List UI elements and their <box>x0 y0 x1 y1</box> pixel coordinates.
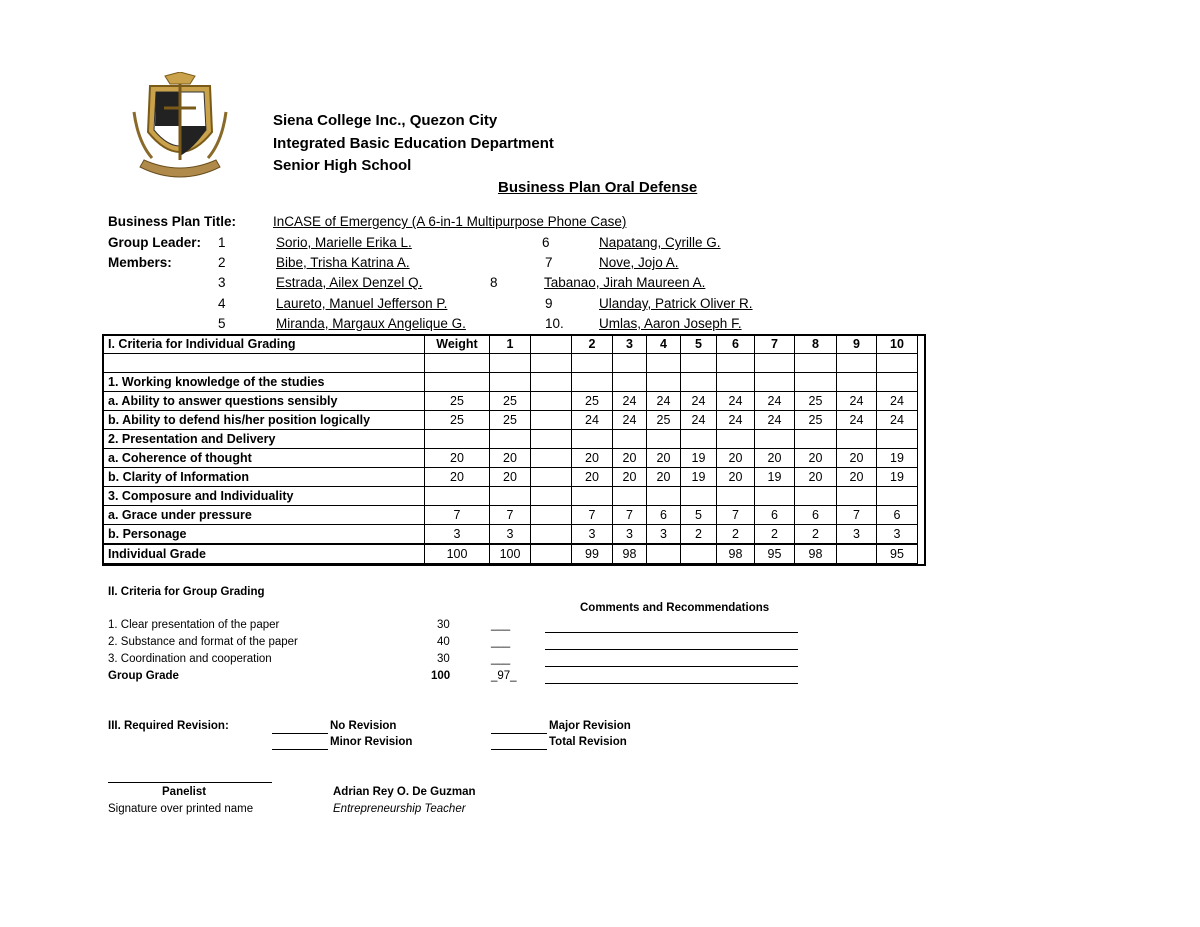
score-cell <box>795 487 837 506</box>
score-cell: 24 <box>837 392 877 411</box>
score-cell <box>877 354 918 373</box>
score-cell <box>755 354 795 373</box>
group-criterion-weight: 40 <box>437 636 450 648</box>
score-cell: 25 <box>647 411 681 430</box>
table-row <box>104 373 918 392</box>
score-cell <box>425 430 490 449</box>
major-revision-label: Major Revision <box>549 720 631 732</box>
member-name: Nove, Jojo A. <box>599 255 679 270</box>
member-number: 1 <box>218 235 226 250</box>
score-cell: 20 <box>795 449 837 468</box>
score-cell <box>531 411 572 430</box>
member-number: 10. <box>545 316 564 331</box>
score-cell: 6 <box>877 506 918 525</box>
score-cell: 19 <box>681 449 717 468</box>
member-name: Laureto, Manuel Jefferson P. <box>276 296 448 311</box>
criterion-cell: b. Personage <box>104 525 425 545</box>
score-cell <box>837 430 877 449</box>
score-cell <box>490 430 531 449</box>
score-cell <box>531 544 572 564</box>
score-cell <box>531 354 572 373</box>
score-cell: 98 <box>717 544 755 564</box>
score-cell: 25 <box>490 411 531 430</box>
member-name: Bibe, Trisha Katrina A. <box>276 255 410 270</box>
comment-line[interactable] <box>545 649 798 650</box>
group-criterion-weight: 30 <box>437 619 450 631</box>
group-criterion-score: ___ <box>491 653 511 665</box>
individual-grading-table <box>103 334 918 564</box>
department-name: Integrated Basic Education Department <box>273 135 554 152</box>
score-cell: 3 <box>837 525 877 545</box>
score-cell: 25 <box>795 411 837 430</box>
score-cell: 2 <box>717 525 755 545</box>
score-cell: 20 <box>425 449 490 468</box>
score-cell: 20 <box>613 468 647 487</box>
score-cell <box>837 373 877 392</box>
member-number: 2 <box>218 255 226 270</box>
score-cell <box>572 487 613 506</box>
group-criterion-label: 1. Clear presentation of the paper <box>108 619 280 631</box>
score-cell: 25 <box>425 411 490 430</box>
criterion-cell: 3. Composure and Individuality <box>104 487 425 506</box>
score-cell <box>795 373 837 392</box>
criterion-cell: I. Criteria for Individual Grading <box>104 335 425 354</box>
score-cell <box>647 354 681 373</box>
score-cell: 4 <box>647 335 681 354</box>
comments-heading: Comments and Recommendations <box>580 602 770 614</box>
score-cell <box>531 525 572 545</box>
comment-line[interactable] <box>545 683 798 684</box>
panelist-signature-line[interactable] <box>108 782 272 783</box>
score-cell <box>613 354 647 373</box>
criterion-cell <box>104 354 425 373</box>
group-criterion-score: ___ <box>491 636 511 648</box>
score-cell <box>795 354 837 373</box>
score-cell: 6 <box>717 335 755 354</box>
criterion-cell: b. Clarity of Information <box>104 468 425 487</box>
score-cell <box>490 373 531 392</box>
score-cell: 24 <box>681 392 717 411</box>
score-cell: 24 <box>877 411 918 430</box>
score-cell: 98 <box>613 544 647 564</box>
score-cell: 3 <box>877 525 918 545</box>
score-cell: 3 <box>425 525 490 545</box>
score-cell: 20 <box>717 449 755 468</box>
criterion-cell: a. Coherence of thought <box>104 449 425 468</box>
group-criterion-label: 3. Coordination and cooperation <box>108 653 272 665</box>
score-cell: 24 <box>755 392 795 411</box>
score-cell: 7 <box>572 506 613 525</box>
score-cell: 20 <box>572 449 613 468</box>
score-cell: 3 <box>490 525 531 545</box>
score-cell <box>717 354 755 373</box>
table-row <box>104 544 918 564</box>
score-cell <box>572 354 613 373</box>
score-cell: 1 <box>490 335 531 354</box>
member-name: Ulanday, Patrick Oliver R. <box>599 296 753 311</box>
score-cell: 20 <box>717 468 755 487</box>
table-row <box>104 468 918 487</box>
score-cell <box>425 487 490 506</box>
score-cell: 2 <box>572 335 613 354</box>
table-row <box>104 487 918 506</box>
score-cell <box>877 373 918 392</box>
score-cell: 20 <box>490 449 531 468</box>
score-cell: 99 <box>572 544 613 564</box>
score-cell <box>490 487 531 506</box>
score-cell <box>647 544 681 564</box>
score-cell: 24 <box>613 411 647 430</box>
score-cell: 3 <box>613 335 647 354</box>
score-cell: 24 <box>613 392 647 411</box>
table-row <box>104 411 918 430</box>
score-cell: 6 <box>755 506 795 525</box>
member-number: 5 <box>218 316 226 331</box>
revision-heading: III. Required Revision: <box>108 720 229 732</box>
score-cell <box>613 373 647 392</box>
score-cell: Weight <box>425 335 490 354</box>
group-criterion-weight: 30 <box>437 653 450 665</box>
member-number: 8 <box>490 275 498 290</box>
score-cell <box>681 354 717 373</box>
score-cell: 25 <box>572 392 613 411</box>
score-cell <box>425 354 490 373</box>
score-cell: 24 <box>755 411 795 430</box>
comment-line[interactable] <box>545 666 798 667</box>
member-number: 6 <box>542 235 550 250</box>
score-cell: 2 <box>681 525 717 545</box>
score-cell: 98 <box>795 544 837 564</box>
score-cell <box>613 487 647 506</box>
table-row <box>104 392 918 411</box>
major-revision-blank[interactable] <box>491 733 547 734</box>
score-cell <box>681 373 717 392</box>
score-cell: 5 <box>681 506 717 525</box>
table-row <box>104 449 918 468</box>
criterion-cell: a. Ability to answer questions sensibly <box>104 392 425 411</box>
score-cell <box>531 392 572 411</box>
score-cell <box>837 544 877 564</box>
score-cell <box>531 487 572 506</box>
table-row <box>104 506 918 525</box>
score-cell: 8 <box>795 335 837 354</box>
criterion-cell: Individual Grade <box>104 544 425 564</box>
criterion-cell: b. Ability to defend his/her position logically <box>104 411 425 430</box>
teacher-name: Adrian Rey O. De Guzman <box>333 786 476 798</box>
total-revision-blank[interactable] <box>491 749 547 750</box>
score-cell: 20 <box>490 468 531 487</box>
score-cell: 95 <box>877 544 918 564</box>
score-cell: 3 <box>613 525 647 545</box>
minor-revision-blank[interactable] <box>272 749 328 750</box>
table-row <box>104 525 918 545</box>
member-name: Miranda, Margaux Angelique G. <box>276 316 466 331</box>
score-cell: 19 <box>755 468 795 487</box>
score-cell <box>877 487 918 506</box>
member-name: Napatang, Cyrille G. <box>599 235 721 250</box>
members-label: Members: <box>108 255 172 270</box>
score-cell <box>717 430 755 449</box>
score-cell <box>531 335 572 354</box>
score-cell: 25 <box>425 392 490 411</box>
score-cell: 7 <box>717 506 755 525</box>
member-name: Estrada, Ailex Denzel Q. <box>276 275 423 290</box>
score-cell: 24 <box>717 411 755 430</box>
group-criteria-heading: II. Criteria for Group Grading <box>108 586 265 598</box>
score-cell <box>572 373 613 392</box>
score-cell: 100 <box>490 544 531 564</box>
score-cell: 10 <box>877 335 918 354</box>
score-cell: 100 <box>425 544 490 564</box>
panelist-caption: Signature over printed name <box>108 803 254 815</box>
score-cell: 95 <box>755 544 795 564</box>
score-cell <box>531 449 572 468</box>
score-cell: 20 <box>837 449 877 468</box>
score-cell: 5 <box>681 335 717 354</box>
score-cell <box>755 430 795 449</box>
score-cell: 20 <box>795 468 837 487</box>
score-cell: 20 <box>425 468 490 487</box>
table-row <box>104 354 918 373</box>
group-criterion-score: ___ <box>491 619 511 631</box>
title-label: Business Plan Title: <box>108 214 237 229</box>
score-cell: 19 <box>877 468 918 487</box>
score-cell: 24 <box>681 411 717 430</box>
table-header-row <box>104 335 918 354</box>
score-cell <box>425 373 490 392</box>
score-cell: 24 <box>647 392 681 411</box>
score-cell: 7 <box>755 335 795 354</box>
score-cell <box>681 487 717 506</box>
minor-revision-label: Minor Revision <box>330 736 413 748</box>
school-seal-logo <box>120 72 240 184</box>
title-value: InCASE of Emergency (A 6-in-1 Multipurpose Phone Case) <box>273 214 627 229</box>
score-cell: 24 <box>877 392 918 411</box>
group-grade-weight: 100 <box>431 670 451 682</box>
score-cell <box>755 487 795 506</box>
score-cell: 25 <box>795 392 837 411</box>
score-cell <box>613 430 647 449</box>
teacher-title: Entrepreneurship Teacher <box>333 803 466 815</box>
group-grade-label: Group Grade <box>108 670 179 682</box>
score-cell: 20 <box>572 468 613 487</box>
group-criterion-label: 2. Substance and format of the paper <box>108 636 298 648</box>
score-cell: 24 <box>717 392 755 411</box>
score-cell <box>531 468 572 487</box>
score-cell: 20 <box>755 449 795 468</box>
no-revision-blank[interactable] <box>272 733 328 734</box>
score-cell: 20 <box>837 468 877 487</box>
score-cell: 9 <box>837 335 877 354</box>
no-revision-label: No Revision <box>330 720 397 732</box>
comment-line[interactable] <box>545 632 798 633</box>
panelist-label: Panelist <box>162 786 207 798</box>
score-cell: 19 <box>681 468 717 487</box>
score-cell <box>647 373 681 392</box>
score-cell: 7 <box>425 506 490 525</box>
score-cell: 25 <box>490 392 531 411</box>
score-cell <box>877 430 918 449</box>
criterion-cell: a. Grace under pressure <box>104 506 425 525</box>
total-revision-label: Total Revision <box>549 736 627 748</box>
score-cell: 20 <box>613 449 647 468</box>
score-cell <box>681 430 717 449</box>
score-cell <box>531 506 572 525</box>
member-number: 3 <box>218 275 226 290</box>
table-row <box>104 430 918 449</box>
score-cell: 24 <box>572 411 613 430</box>
school-name: Siena College Inc., Quezon City <box>273 112 498 129</box>
member-name: Umlas, Aaron Joseph F. <box>599 316 742 331</box>
score-cell <box>755 373 795 392</box>
score-cell <box>681 544 717 564</box>
score-cell: 6 <box>647 506 681 525</box>
criterion-cell: 2. Presentation and Delivery <box>104 430 425 449</box>
score-cell <box>837 487 877 506</box>
member-number: 9 <box>545 296 553 311</box>
score-cell: 20 <box>647 468 681 487</box>
score-cell <box>717 373 755 392</box>
score-cell <box>490 354 531 373</box>
score-cell <box>647 430 681 449</box>
score-cell: 24 <box>837 411 877 430</box>
score-cell <box>572 430 613 449</box>
form-title: Business Plan Oral Defense <box>498 179 698 196</box>
score-cell <box>531 430 572 449</box>
member-name: Tabanao, Jirah Maureen A. <box>544 275 706 290</box>
score-cell <box>795 430 837 449</box>
score-cell: 2 <box>795 525 837 545</box>
score-cell <box>647 487 681 506</box>
leader-label: Group Leader: <box>108 235 202 250</box>
group-grade-score: _97_ <box>491 670 517 682</box>
member-number: 4 <box>218 296 226 311</box>
score-cell: 3 <box>572 525 613 545</box>
score-cell <box>837 354 877 373</box>
score-cell: 2 <box>755 525 795 545</box>
score-cell: 19 <box>877 449 918 468</box>
member-name: Sorio, Marielle Erika L. <box>276 235 412 250</box>
score-cell: 7 <box>837 506 877 525</box>
score-cell <box>531 373 572 392</box>
criterion-cell: 1. Working knowledge of the studies <box>104 373 425 392</box>
score-cell: 6 <box>795 506 837 525</box>
score-cell <box>717 487 755 506</box>
school-level: Senior High School <box>273 157 412 174</box>
score-cell: 7 <box>613 506 647 525</box>
score-cell: 20 <box>647 449 681 468</box>
score-cell: 7 <box>490 506 531 525</box>
member-number: 7 <box>545 255 553 270</box>
score-cell: 3 <box>647 525 681 545</box>
